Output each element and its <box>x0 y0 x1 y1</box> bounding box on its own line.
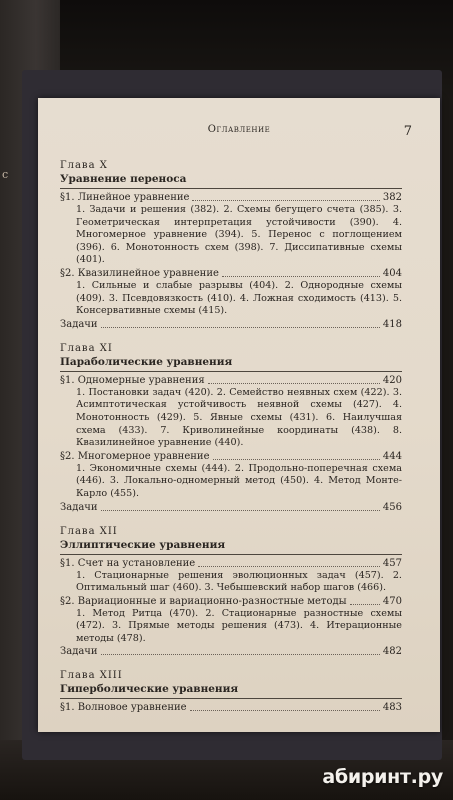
toc-entry <box>60 318 402 331</box>
toc-entry-page: 457 <box>382 557 402 569</box>
toc-subsections: 1. Постановки задач (420). 2. Семейство неявных схем (422). 3. Асимптотическая устойчивость неявной схемы (427). 4. Монотонность (429). 5. Явные схемы (431). 6. Наилучшая схема (433). 7. Криволинейные координаты (438). 8. Квазилинейное уравнение (440). <box>76 386 402 449</box>
chapter-label: Глава XIII <box>60 670 123 682</box>
toc-entry-line <box>60 267 402 280</box>
toc-entry <box>60 267 402 318</box>
leader-dots <box>208 382 380 384</box>
toc-entry-page: 420 <box>382 374 402 386</box>
edge-glyph: с <box>2 168 9 181</box>
toc-entry <box>60 450 402 501</box>
toc-entry-line <box>60 318 402 331</box>
toc-subsections: 1. Метод Ритца (470). 2. Стационарные разностные схемы (472). 3. Прямые методы решения (473). 4. Итерационные методы (478). <box>76 607 402 644</box>
leader-dots <box>190 709 380 711</box>
chapter-block <box>60 343 402 514</box>
toc-entry-page: 482 <box>382 646 402 658</box>
toc-entry <box>60 191 402 267</box>
toc-entry-line <box>60 501 402 514</box>
chapter-title: Гиперболические уравнения <box>60 683 239 696</box>
toc-entry-title: §1. Одномерные уравнения <box>60 374 205 386</box>
toc-entry-line <box>60 374 402 387</box>
toc-entry-line <box>60 450 402 463</box>
chapter-label: Глава X <box>60 160 108 171</box>
toc-entry <box>60 701 402 714</box>
chapter-rule <box>60 188 402 189</box>
toc-entry-line <box>60 645 402 658</box>
toc-entry-title: Задачи <box>60 318 98 330</box>
chapter-block <box>60 160 402 331</box>
toc-entry-line <box>60 191 402 204</box>
toc-entry <box>60 645 402 658</box>
leader-dots <box>192 199 379 201</box>
chapter-rule <box>60 554 402 555</box>
toc-entry <box>60 374 402 450</box>
leader-dots <box>198 565 380 567</box>
toc-entry-title: §1. Волновое уравнение <box>60 702 187 714</box>
chapter-rule <box>60 371 402 372</box>
toc-entry-title: §2. Квазилинейное уравнение <box>60 267 219 279</box>
toc-subsections: 1. Стационарные решения эволюционных задач (457). 2. Оптимальный шаг (460). 3. Чебышевский набор шагов (466). <box>76 569 402 594</box>
leader-dots <box>222 275 380 277</box>
toc-entry-title: §2. Вариационные и вариационно-разностные методы <box>60 595 347 607</box>
chapter-title: Параболические уравнения <box>60 355 233 368</box>
book-page <box>38 98 440 732</box>
chapter-label: Глава XI <box>60 342 113 354</box>
leader-dots <box>101 653 380 655</box>
chapter-rule <box>60 698 402 699</box>
toc-entry-page: 483 <box>382 702 402 714</box>
leader-dots <box>213 458 380 460</box>
toc-entry-line <box>60 701 402 714</box>
toc-entry <box>60 595 402 646</box>
toc-entry-page: 404 <box>382 267 402 279</box>
toc-entry-page: 382 <box>382 192 402 203</box>
toc-entry-page: 444 <box>382 450 402 462</box>
chapter-title: Уравнение переноса <box>60 173 187 185</box>
toc-subsections: 1. Сильные и слабые разрывы (404). 2. Однородные схемы (409). 3. Псевдовязкость (410). 4. Ложная сходимость (413). 5. Консервативные схемы (415). <box>76 279 402 317</box>
page-number: 7 <box>403 124 412 139</box>
chapter-block <box>60 670 402 714</box>
watermark-logo: абиринт.ру <box>322 766 443 788</box>
toc-entry-title: Задачи <box>60 646 98 658</box>
leader-dots <box>101 509 380 511</box>
toc-entry-page: 456 <box>382 501 402 513</box>
chapter-label: Глава XII <box>60 525 118 537</box>
chapter-block <box>60 526 402 659</box>
page-header <box>38 124 440 142</box>
toc-subsections: 1. Экономичные схемы (444). 2. Продольно-поперечная схема (446). 3. Локально-одномерный метод (450). 4. Метод Монте-Карло (455). <box>76 462 402 499</box>
toc-entry-title: §1. Линейное уравнение <box>60 192 190 203</box>
running-title: Оглавление <box>207 124 271 135</box>
leader-dots <box>350 603 380 605</box>
table-of-contents <box>60 160 402 726</box>
toc-entry-page: 418 <box>382 318 402 330</box>
chapter-title: Эллиптические уравнения <box>60 538 226 551</box>
toc-entry-line <box>60 557 402 570</box>
toc-entry-page: 470 <box>382 595 402 607</box>
toc-entry-title: Задачи <box>60 501 98 513</box>
toc-entry-line <box>60 595 402 608</box>
toc-entry-title: §2. Многомерное уравнение <box>60 450 210 462</box>
leader-dots <box>101 326 380 328</box>
toc-entry <box>60 501 402 514</box>
toc-subsections: 1. Задачи и решения (382). 2. Схемы бегущего счета (385). 3. Геометрическая интерпретация устойчивости (390). 4. Многомерное уравнение (394). 5. Перенос с поглощением (396). 6. Монотонность схем (398). 7. Диссипативные схемы (401). <box>76 204 402 266</box>
toc-entry-title: §1. Счет на установление <box>60 557 196 569</box>
toc-entry <box>60 557 402 595</box>
